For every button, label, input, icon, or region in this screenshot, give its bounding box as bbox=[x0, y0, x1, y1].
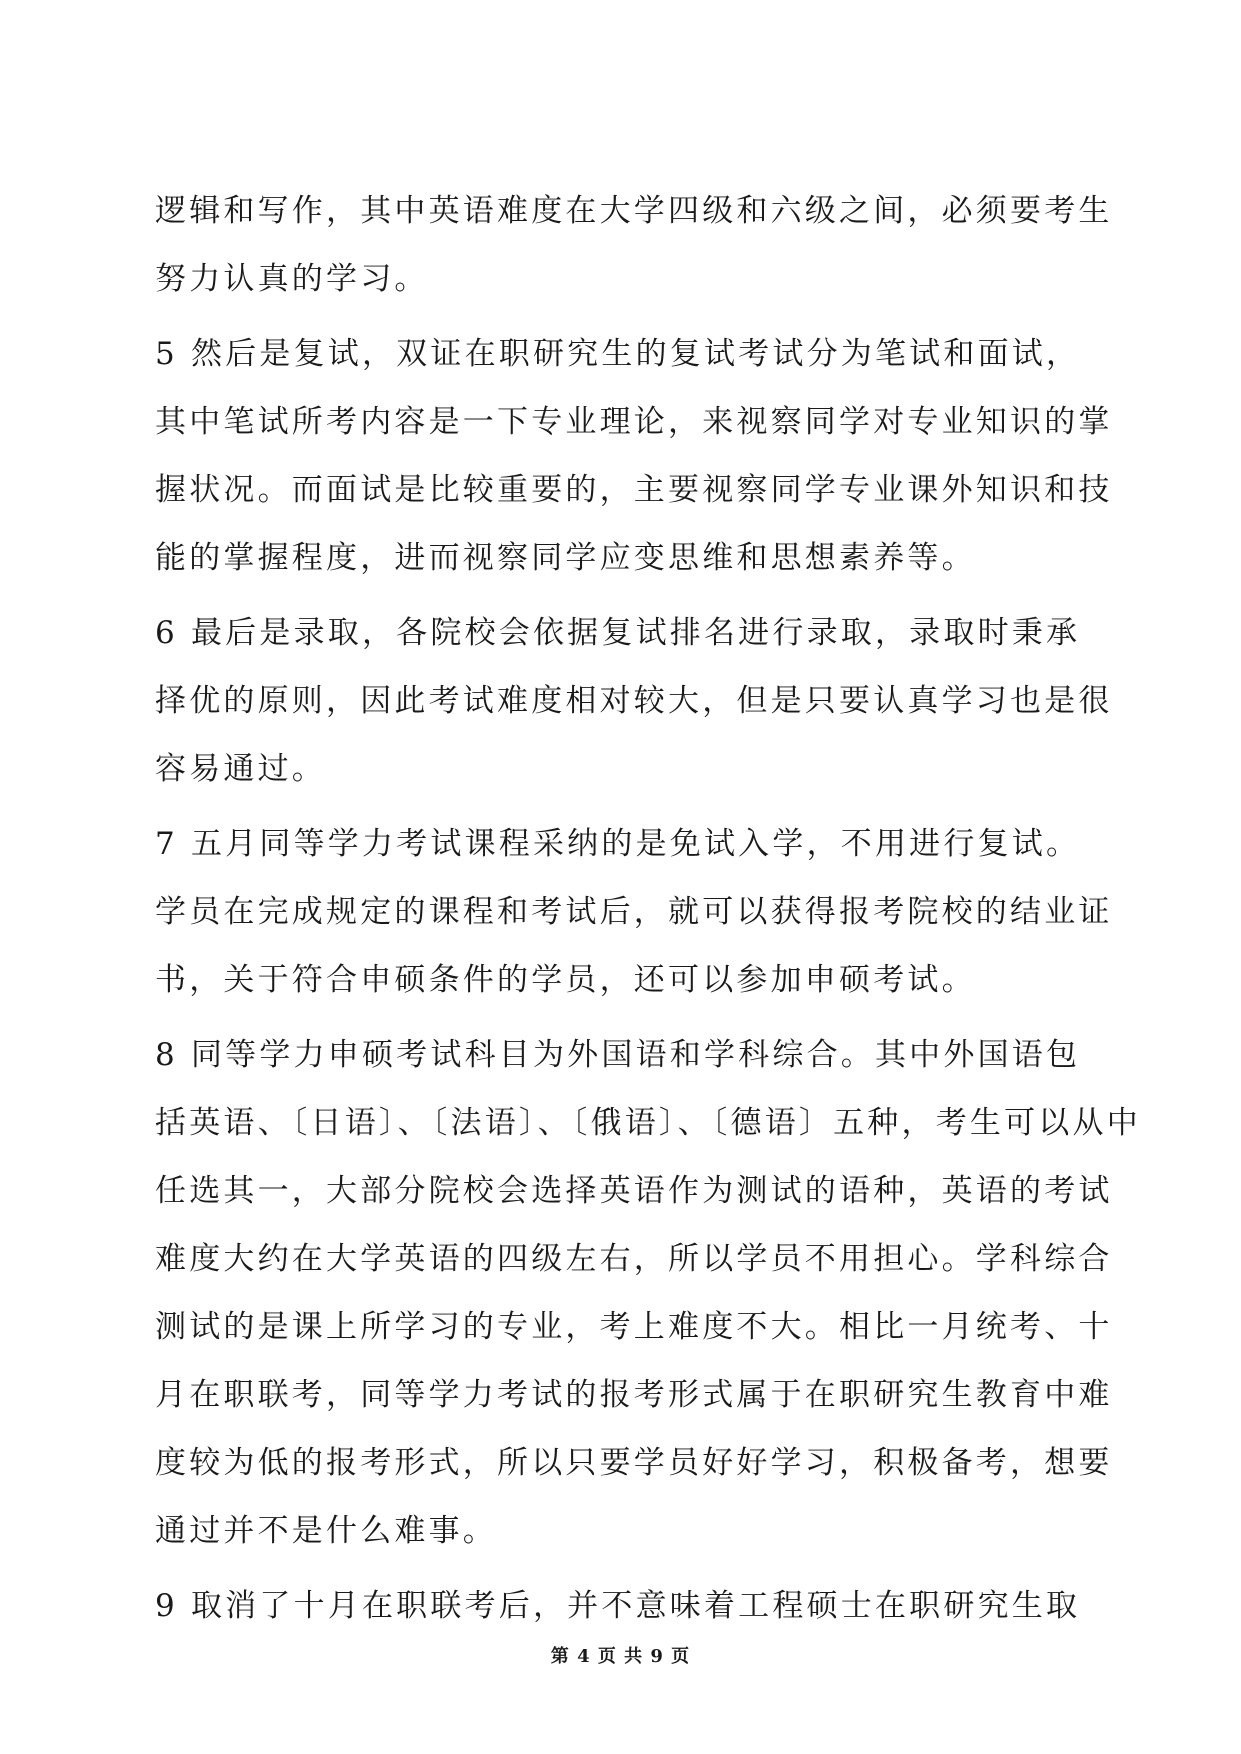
text-line: 容易通过。 bbox=[155, 751, 326, 787]
text-line: 握状况。而面试是比较重要的，主要视察同学专业课外知识和技 bbox=[155, 472, 1113, 508]
text-line: 5 然后是复试，双证在职研究生的复试考试分为笔试和面试， bbox=[155, 336, 1081, 372]
text-line: 月在职联考，同等学力考试的报考形式属于在职研究生教育中难 bbox=[155, 1377, 1113, 1413]
text-line: 书，关于符合申硕条件的学员，还可以参加申硕考试。 bbox=[155, 962, 976, 998]
text-line: 学员在完成规定的课程和考试后，就可以获得报考院校的结业证 bbox=[155, 894, 1113, 930]
text-line: 6 最后是录取，各院校会依据复试排名进行录取，录取时秉承 bbox=[155, 615, 1081, 651]
text-line: 度较为低的报考形式，所以只要学员好好学习，积极备考，想要 bbox=[155, 1445, 1113, 1481]
text-line: 其中笔试所考内容是一下专业理论，来视察同学对专业知识的掌 bbox=[155, 404, 1113, 440]
page-number-footer: 第 4 页 共 9 页 bbox=[550, 1646, 691, 1667]
text-line: 择优的原则，因此考试难度相对较大，但是只要认真学习也是很 bbox=[155, 683, 1113, 719]
text-line: 逻辑和写作，其中英语难度在大学四级和六级之间，必须要考生 bbox=[155, 193, 1113, 229]
text-line: 括英语、〔日语〕、〔法语〕、〔俄语〕、〔德语〕五种，考生可以从中 bbox=[155, 1105, 1141, 1141]
text-line: 通过并不是什么难事。 bbox=[155, 1513, 497, 1549]
text-line: 任选其一，大部分院校会选择英语作为测试的语种，英语的考试 bbox=[155, 1173, 1113, 1209]
text-line: 能的掌握程度，进而视察同学应变思维和思想素养等。 bbox=[155, 540, 976, 576]
text-line: 9 取消了十月在职联考后，并不意味着工程硕士在职研究生取 bbox=[155, 1588, 1081, 1624]
text-line: 7 五月同等学力考试课程采纳的是免试入学，不用进行复试。 bbox=[155, 826, 1081, 862]
text-line: 努力认真的学习。 bbox=[155, 261, 429, 297]
text-line: 测试的是课上所学习的专业，考上难度不大。相比一月统考、十 bbox=[155, 1309, 1113, 1345]
text-line: 难度大约在大学英语的四级左右，所以学员不用担心。学科综合 bbox=[155, 1241, 1113, 1277]
text-line: 8 同等学力申硕考试科目为外国语和学科综合。其中外国语包 bbox=[155, 1037, 1081, 1073]
